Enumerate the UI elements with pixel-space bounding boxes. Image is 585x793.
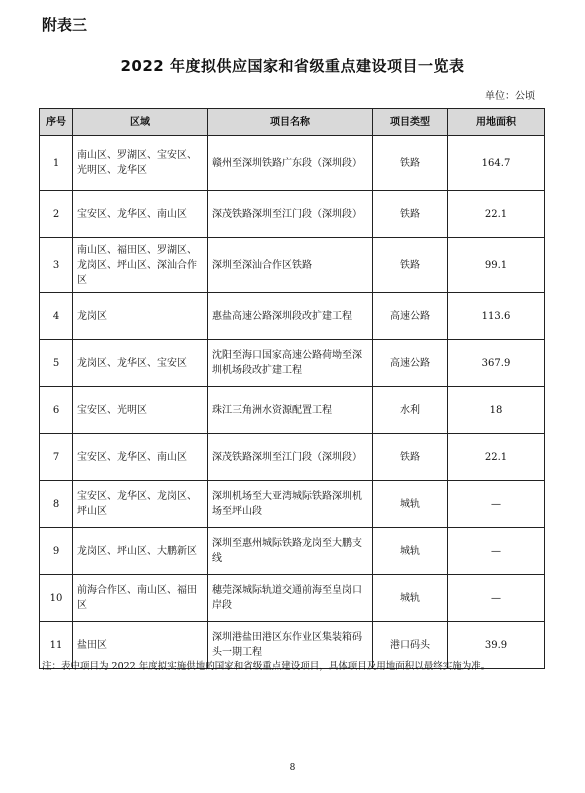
cell-name: 深圳港盐田港区东作业区集装箱码头一期工程 bbox=[208, 622, 373, 669]
cell-name: 沈阳至海口国家高速公路荷坳至深圳机场段改扩建工程 bbox=[208, 340, 373, 387]
cell-no: 6 bbox=[40, 387, 73, 434]
cell-area: 南山区、罗湖区、宝安区、光明区、龙华区 bbox=[73, 136, 208, 191]
table-row bbox=[40, 293, 545, 340]
cell-type: 水利 bbox=[373, 387, 448, 434]
cell-area: 前海合作区、南山区、福田区 bbox=[73, 575, 208, 622]
cell-no: 1 bbox=[40, 136, 73, 191]
cell-type: 港口码头 bbox=[373, 622, 448, 669]
cell-area: 龙岗区、坪山区、大鹏新区 bbox=[73, 528, 208, 575]
cell-name: 深圳至惠州城际铁路龙岗至大鹏支线 bbox=[208, 528, 373, 575]
cell-name: 深圳机场至大亚湾城际铁路深圳机场至坪山段 bbox=[208, 481, 373, 528]
cell-area: 宝安区、龙华区、南山区 bbox=[73, 434, 208, 481]
cell-area: 宝安区、龙华区、南山区 bbox=[73, 191, 208, 238]
table-row bbox=[40, 481, 545, 528]
cell-area: 龙岗区 bbox=[73, 293, 208, 340]
cell-size: — bbox=[448, 575, 545, 622]
header-no: 序号 bbox=[40, 109, 73, 136]
cell-area: 宝安区、光明区 bbox=[73, 387, 208, 434]
cell-no: 9 bbox=[40, 528, 73, 575]
cell-type: 高速公路 bbox=[373, 293, 448, 340]
cell-area: 盐田区 bbox=[73, 622, 208, 669]
cell-size: — bbox=[448, 528, 545, 575]
table-row bbox=[40, 340, 545, 387]
header-area: 区域 bbox=[73, 109, 208, 136]
cell-no: 5 bbox=[40, 340, 73, 387]
cell-no: 3 bbox=[40, 238, 73, 293]
header-name: 项目名称 bbox=[208, 109, 373, 136]
appendix-heading: 附表三 bbox=[42, 16, 88, 34]
footnote: 注：表中项目为 2022 年度拟实施供地的国家和省级重点建设项目，具体项目及用地面积以最终实施为准。 bbox=[42, 661, 491, 672]
cell-type: 铁路 bbox=[373, 136, 448, 191]
cell-no: 8 bbox=[40, 481, 73, 528]
cell-area: 龙岗区、龙华区、宝安区 bbox=[73, 340, 208, 387]
cell-no: 2 bbox=[40, 191, 73, 238]
unit-label: 单位：公顷 bbox=[485, 91, 535, 102]
table-header-row bbox=[40, 109, 545, 136]
header-type: 项目类型 bbox=[373, 109, 448, 136]
table-row bbox=[40, 191, 545, 238]
table-row bbox=[40, 575, 545, 622]
projects-table bbox=[39, 108, 545, 669]
header-size: 用地面积 bbox=[448, 109, 545, 136]
cell-size: 22.1 bbox=[448, 191, 545, 238]
page-title: 2022 年度拟供应国家和省级重点建设项目一览表 bbox=[120, 57, 465, 75]
cell-no: 4 bbox=[40, 293, 73, 340]
cell-size: 22.1 bbox=[448, 434, 545, 481]
cell-size: 39.9 bbox=[448, 622, 545, 669]
cell-area: 宝安区、龙华区、龙岗区、坪山区 bbox=[73, 481, 208, 528]
cell-area: 南山区、福田区、罗湖区、龙岗区、坪山区、深汕合作区 bbox=[73, 238, 208, 293]
cell-size: 99.1 bbox=[448, 238, 545, 293]
cell-size: 113.6 bbox=[448, 293, 545, 340]
table-row bbox=[40, 528, 545, 575]
cell-size: — bbox=[448, 481, 545, 528]
table-row bbox=[40, 238, 545, 293]
cell-no: 7 bbox=[40, 434, 73, 481]
cell-type: 铁路 bbox=[373, 191, 448, 238]
cell-name: 穗莞深城际轨道交通前海至皇岗口岸段 bbox=[208, 575, 373, 622]
cell-no: 10 bbox=[40, 575, 73, 622]
page-number: 8 bbox=[289, 763, 296, 773]
cell-no: 11 bbox=[40, 622, 73, 669]
cell-name: 深圳至深汕合作区铁路 bbox=[208, 238, 373, 293]
cell-size: 367.9 bbox=[448, 340, 545, 387]
table-row bbox=[40, 387, 545, 434]
cell-type: 城轨 bbox=[373, 528, 448, 575]
cell-size: 18 bbox=[448, 387, 545, 434]
cell-type: 城轨 bbox=[373, 481, 448, 528]
cell-name: 惠盐高速公路深圳段改扩建工程 bbox=[208, 293, 373, 340]
cell-name: 赣州至深圳铁路广东段（深圳段） bbox=[208, 136, 373, 191]
cell-type: 高速公路 bbox=[373, 340, 448, 387]
cell-size: 164.7 bbox=[448, 136, 545, 191]
table-row bbox=[40, 434, 545, 481]
cell-name: 珠江三角洲水资源配置工程 bbox=[208, 387, 373, 434]
cell-type: 铁路 bbox=[373, 434, 448, 481]
table-row bbox=[40, 136, 545, 191]
cell-name: 深茂铁路深圳至江门段（深圳段） bbox=[208, 434, 373, 481]
cell-type: 城轨 bbox=[373, 575, 448, 622]
cell-name: 深茂铁路深圳至江门段（深圳段） bbox=[208, 191, 373, 238]
cell-type: 铁路 bbox=[373, 238, 448, 293]
